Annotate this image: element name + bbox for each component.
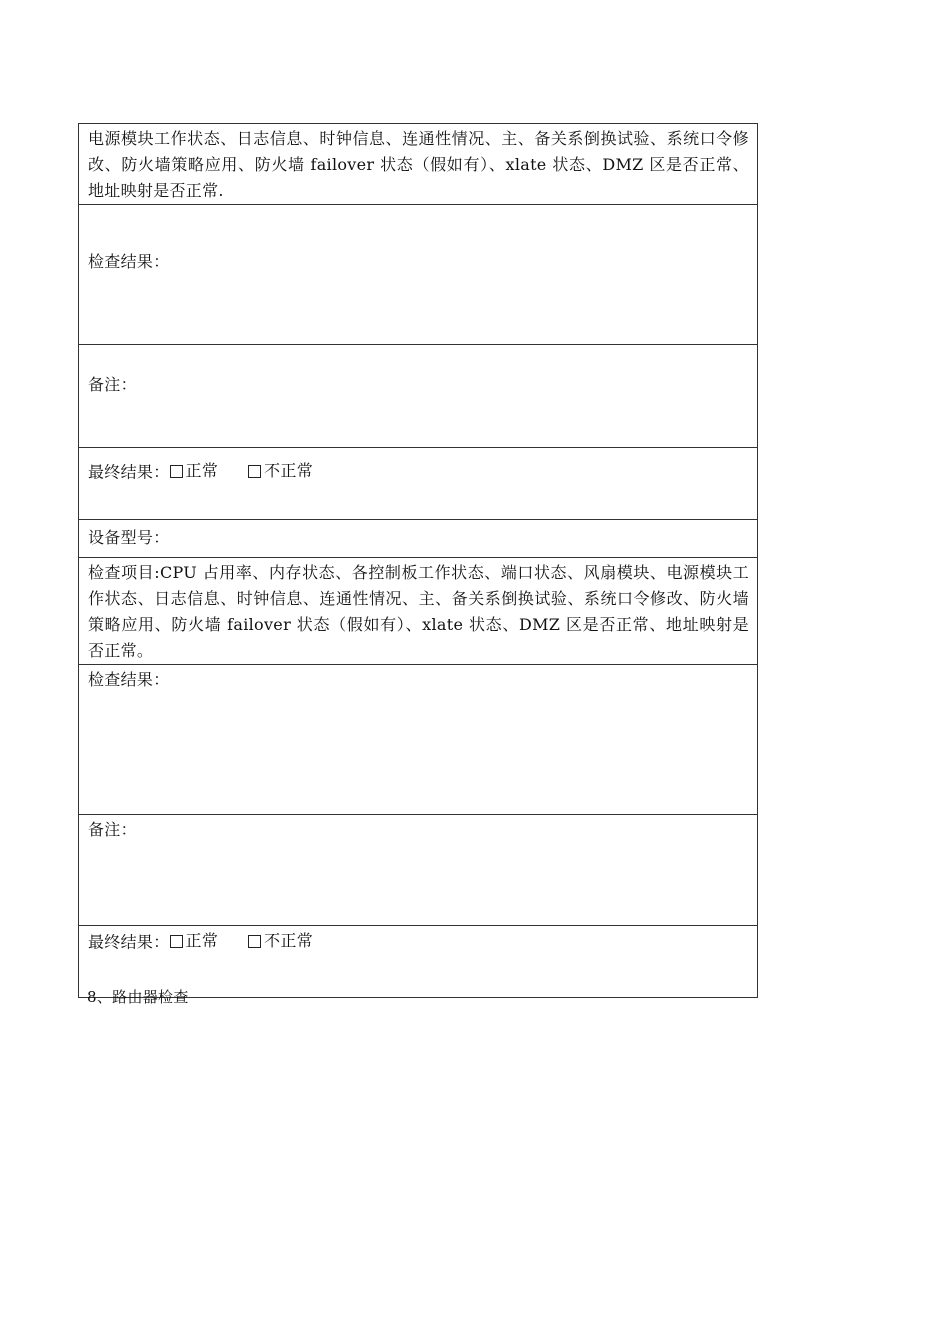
option-normal[interactable] (170, 928, 219, 954)
result-label: 检查结果： (88, 252, 170, 271)
option-abnormal[interactable] (248, 458, 313, 484)
device-model-row (79, 520, 758, 558)
result-row (79, 665, 758, 815)
check-items-cell: 检查项目:CPU 占用率、内存状态、各控制板工作状态、端口状态、风扇模块、电源模块工作状态、日志信息、时钟信息、连通性情况、主、备关系倒换试验、系统口令修改、防火墙策略应用、防火墙 failover 状态（假如有）、xlate 状态、DMZ 区是否正常、地址映射是否正常。 (79, 558, 758, 665)
remark-row (79, 345, 758, 448)
remark-label: 备注： (88, 820, 137, 839)
checkbox-icon[interactable] (170, 465, 183, 478)
check-items-row (79, 124, 758, 205)
final-result-label: 最终结果： (88, 932, 170, 952)
check-items-row (79, 558, 758, 665)
device-model-label: 设备型号： (88, 528, 170, 547)
remark-cell[interactable] (79, 815, 758, 926)
result-cell[interactable] (79, 665, 758, 815)
option-normal-label: 正常 (185, 461, 219, 480)
final-result-row (79, 448, 758, 520)
remark-cell[interactable] (79, 345, 758, 448)
checkbox-icon[interactable] (248, 935, 261, 948)
option-abnormal-label: 不正常 (264, 931, 314, 950)
checkbox-icon[interactable] (248, 465, 261, 478)
remark-label: 备注： (88, 375, 137, 394)
option-abnormal-label: 不正常 (264, 461, 314, 480)
remark-row (79, 815, 758, 926)
final-result-label: 最终结果： (88, 462, 170, 482)
option-normal[interactable] (170, 458, 219, 484)
checkbox-icon[interactable] (170, 935, 183, 948)
final-result-cell (79, 448, 758, 520)
check-items-cell: 电源模块工作状态、日志信息、时钟信息、连通性情况、主、备关系倒换试验、系统口令修改、防火墙策略应用、防火墙 failover 状态（假如有）、xlate 状态、DMZ 区是否正常、地址映射是否正常. (79, 124, 758, 205)
result-cell[interactable] (79, 205, 758, 345)
option-normal-label: 正常 (185, 931, 219, 950)
device-model-cell[interactable] (79, 520, 758, 558)
result-row (79, 205, 758, 345)
result-label: 检查结果： (88, 670, 170, 689)
inspection-form-table (78, 123, 758, 998)
section-heading: 8、路由器检查 (87, 988, 189, 1006)
option-abnormal[interactable] (248, 928, 313, 954)
